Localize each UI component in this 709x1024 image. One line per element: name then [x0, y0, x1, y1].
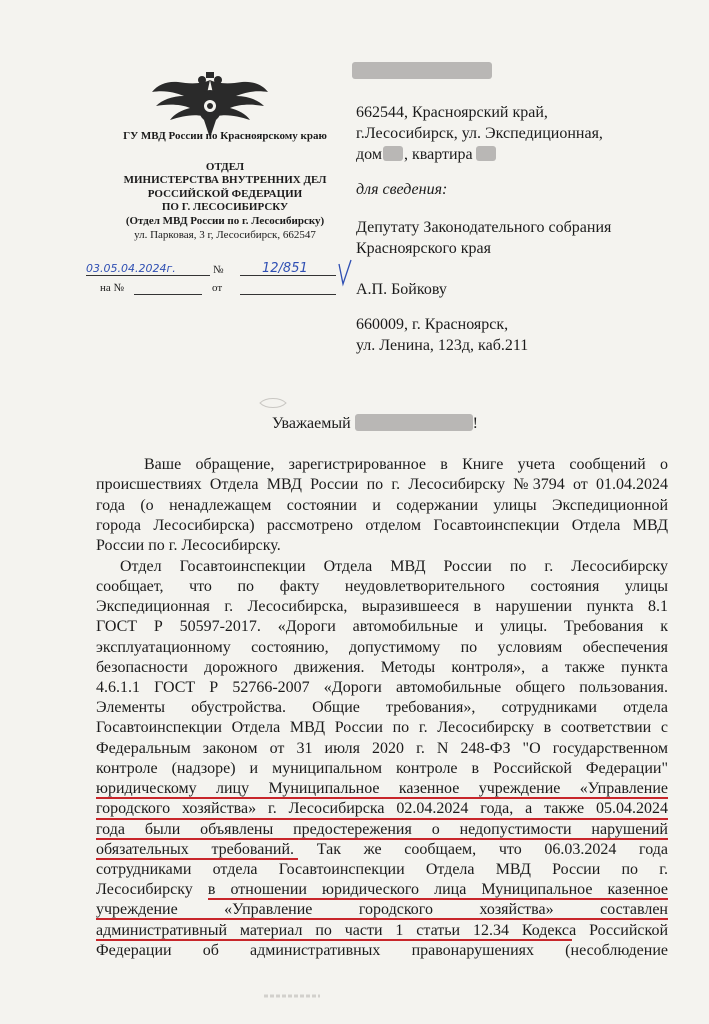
body-line-5: России по г. Лесосибирску.	[96, 537, 281, 554]
body-line-3: года (о ненадлежащем состоянии и содержании улицы Экспедиционной	[96, 497, 668, 514]
sender-dept-line-2: МИНИСТЕРСТВА ВНУТРЕННИХ ДЕЛ	[123, 174, 327, 186]
redacted-recipient-name	[352, 62, 492, 79]
sender-address: ул. Парковая, 3 г, Лесосибирск, 662547	[134, 229, 316, 241]
sender-dept-line-1: ОТДЕЛ	[205, 161, 245, 173]
body-line-17: юридическому лицу Муниципальное казенное учреждение «Управление	[96, 780, 668, 797]
reply-num-label: на №	[100, 282, 125, 294]
greeting-suffix: !	[472, 415, 478, 432]
recipient-house-label: дом	[356, 146, 382, 163]
sender-agency: ГУ МВД России по Красноярскому краю	[123, 130, 327, 142]
faint-stamp-trace-icon	[258, 396, 288, 410]
body-line-13: Элементы обустройства. Общие требования», сотрудниками отдела	[96, 699, 668, 716]
body-line-8: Экспедиционная г. Лесосибирска, выразившееся в нарушении пункта 8.1	[96, 598, 668, 615]
pen-checkmark-icon	[338, 258, 352, 288]
red-pen-underline-6	[96, 918, 668, 920]
body-line-21: сотрудниками отдела Госавтоинспекции Отдела МВД России по г.	[96, 861, 668, 878]
body-line-23: учреждение «Управление городского хозяйства» составлен	[96, 901, 668, 918]
for-info-label: для сведения:	[356, 181, 448, 198]
reply-num-line	[134, 294, 202, 295]
body-line-19: года были объявлены предостережения о недопустимости нарушений	[96, 821, 668, 838]
greeting	[272, 414, 478, 433]
recipient-address-line-2: г.Лесосибирск, ул. Экспедиционная,	[356, 125, 603, 142]
body-line-9: ГОСТ Р 50597-2017. «Дороги автомобильные и улицы. Требования к	[96, 618, 668, 635]
red-pen-underline-1	[96, 797, 668, 799]
recipient-flat-label: , квартира	[403, 146, 473, 163]
reg-date-line	[86, 275, 210, 276]
reg-date-handwritten: 03.05.04.2024г.	[86, 262, 176, 275]
copy-recipient-name: А.П. Бойкову	[356, 281, 447, 298]
faint-bleed-through-icon	[262, 990, 322, 1002]
body-line-12: 4.6.1.1 ГОСТ Р 52766-2007 «Дороги автомобильные общего пользования.	[96, 679, 668, 696]
copy-recipient-title-2: Красноярского края	[356, 240, 491, 257]
reg-num-line	[240, 275, 336, 276]
recipient-address-line-3	[356, 145, 496, 165]
copy-recipient-title-1: Депутату Законодательного собрания	[356, 219, 612, 236]
reply-from-line	[240, 294, 336, 295]
body-line-18: городского хозяйства» г. Лесосибирска 02.04.2024 года, а также 05.04.2024	[96, 800, 668, 817]
body-line-7: сообщает, что по факту неудовлетворительного состояния улицы	[96, 578, 668, 595]
red-pen-underline-2	[96, 818, 668, 820]
reg-num-handwritten: 12/851	[262, 261, 308, 276]
body-line-10: эксплуатационному состоянию, допустимому по условиям обеспечения	[96, 639, 668, 656]
copy-recipient-address-2: ул. Ленина, 123д, каб.211	[356, 337, 529, 354]
reply-from-label: от	[212, 282, 223, 294]
redacted-addressee-name	[355, 414, 473, 431]
redacted-flat-number	[476, 146, 496, 161]
body-line-24: административный материал по части 1 статьи 12.34 Кодекса Российской	[96, 922, 668, 939]
red-pen-underline-4	[96, 858, 298, 860]
reg-num-label: №	[213, 264, 224, 276]
body-line-4: города Лесосибирска) рассмотрено отделом Госавтоинспекции Отдела МВД	[96, 517, 668, 534]
greeting-prefix: Уважаемый	[272, 415, 351, 432]
sender-dept-short: (Отдел МВД России по г. Лесосибирску)	[125, 215, 325, 227]
body-line-25: Федерации об административных правонарушениях (несоблюдение	[96, 942, 668, 959]
body-line-14: Госавтоинспекции Отдела МВД России по г. Лесосибирску в соответствии с	[96, 719, 668, 736]
body-line-20: обязательных требований. Так же сообщаем, что 06.03.2024 года	[96, 841, 668, 858]
sender-dept-line-3: РОССИЙСКОЙ ФЕДЕРАЦИИ	[147, 188, 303, 200]
redacted-house-number	[383, 146, 403, 161]
sender-dept-line-4: ПО Г. ЛЕСОСИБИРСКУ	[161, 201, 289, 213]
red-pen-underline-5	[208, 898, 668, 900]
body-line-1: Ваше обращение, зарегистрированное в Книге учета сообщений о	[144, 456, 668, 473]
red-pen-underline-7	[96, 939, 572, 941]
body-line-2: происшествиях Отдела МВД России по г. Лесосибирску №3794 от 01.04.2024	[96, 476, 668, 493]
recipient-address-line-1: 662544, Красноярский край,	[356, 104, 548, 121]
body-line-22: Лесосибирску в отношении юридического лица Муниципальное казенное	[96, 881, 668, 898]
body-line-16: контроле (надзоре) и муниципальном контроле в Российской Федерации"	[96, 760, 668, 777]
red-pen-underline-3	[96, 838, 668, 840]
body-line-11: безопасности дорожного движения. Методы контроля», а также пункта	[96, 659, 668, 676]
body-line-6: Отдел Госавтоинспекции Отдела МВД России по г. Лесосибирску	[120, 558, 668, 575]
body-line-15: Федеральным законом от 31 июля 2020 г. N 248-ФЗ "О государственном	[96, 740, 668, 757]
copy-recipient-address-1: 660009, г. Красноярск,	[356, 316, 509, 333]
